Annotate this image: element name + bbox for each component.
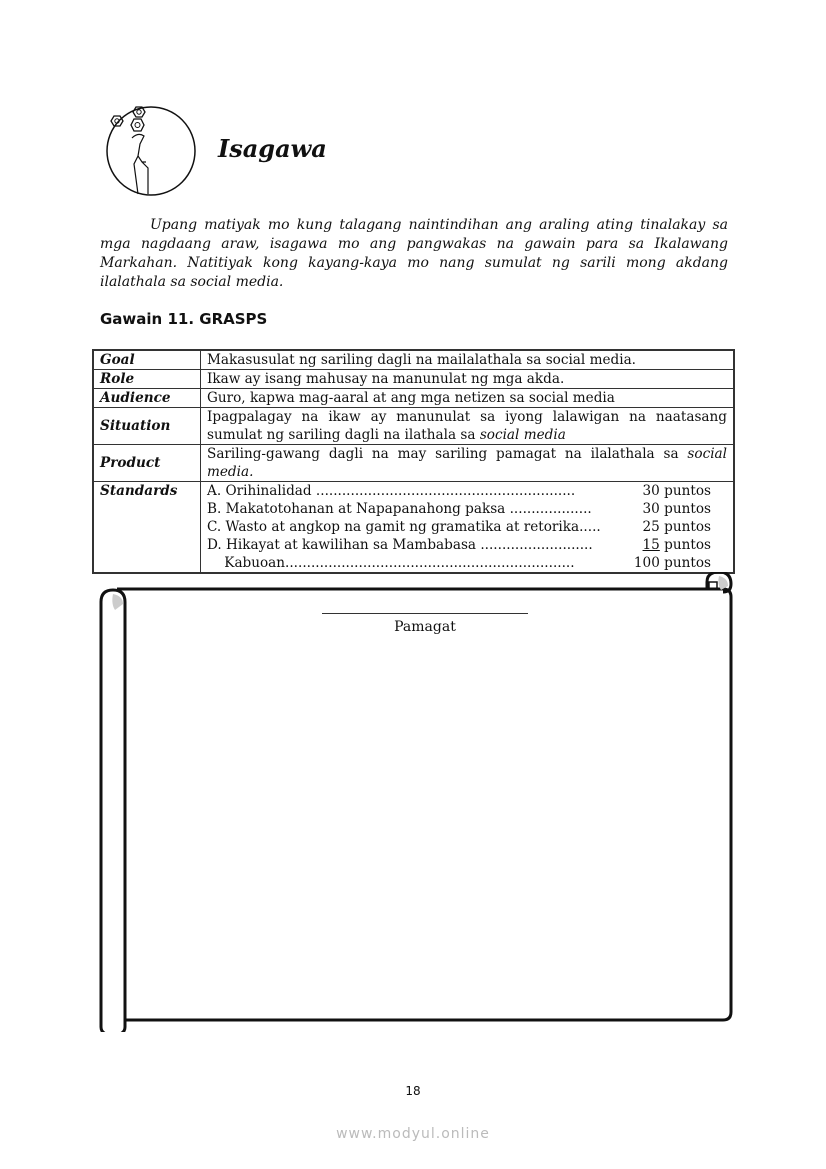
row-value: [201, 408, 735, 445]
row-label: Audience: [93, 389, 201, 408]
standard-name: A. Orihinalidad ............................................................: [207, 483, 576, 499]
standard-points: [643, 482, 711, 500]
points-unit: puntos: [659, 483, 711, 499]
standard-item: [207, 500, 711, 518]
table-row: [93, 482, 734, 574]
standard-total: [207, 554, 711, 572]
standard-item: [207, 518, 711, 536]
situation-text: Ipagpalagay na ikaw ay manunulat sa iyong lalawigan na naatasang sumulat ng sariling dagli na ilathala sa: [207, 409, 727, 443]
points-value: 30: [642, 501, 660, 517]
section-title: Isagawa: [218, 134, 327, 163]
hand-with-gears-icon: [104, 104, 198, 198]
standard-item: [207, 482, 711, 500]
standard-name: Kabuoan...................................................................: [207, 555, 575, 571]
table-row: [93, 350, 734, 370]
standard-points: [634, 554, 711, 572]
points-value: 15: [642, 537, 660, 553]
row-label: Standards: [93, 482, 201, 574]
row-label: Product: [93, 445, 201, 482]
product-italic: social media.: [207, 446, 727, 480]
row-value: Ikaw ay isang mahusay na manunulat ng mga akda.: [201, 370, 735, 389]
row-value: Guro, kapwa mag-aaral at ang mga netizen sa social media: [201, 389, 735, 408]
grasps-table: [92, 349, 735, 574]
row-value: Makasusulat ng sariling dagli na mailalathala sa social media.: [201, 350, 735, 370]
standards-list: [201, 482, 735, 574]
points-unit: puntos: [659, 555, 711, 571]
standard-points: [643, 518, 711, 536]
row-label: Situation: [93, 408, 201, 445]
points-unit: puntos: [659, 537, 711, 553]
row-label: Role: [93, 370, 201, 389]
row-value: [201, 445, 735, 482]
table-row: [93, 445, 734, 482]
page-number: 18: [405, 1084, 421, 1098]
table-row: [93, 389, 734, 408]
row-label: Goal: [93, 350, 201, 370]
points-value: 100: [633, 555, 660, 571]
scroll-frame: [95, 572, 740, 1032]
points-value: 30: [642, 483, 660, 499]
product-text: Sariling-gawang dagli na may sariling pamagat na ilalathala sa: [207, 446, 679, 462]
watermark: www.modyul.online: [336, 1126, 490, 1142]
table-row: [93, 408, 734, 445]
situation-italic: social media: [479, 427, 566, 443]
points-unit: puntos: [659, 501, 711, 517]
points-unit: puntos: [659, 519, 711, 535]
title-blank-line[interactable]: [322, 613, 528, 614]
standard-item: [207, 536, 711, 554]
table-row: [93, 370, 734, 389]
title-label: Pamagat: [394, 619, 456, 635]
standard-name: D. Hikayat at kawilihan sa Mambabasa ..........................: [207, 537, 593, 553]
standard-points: [643, 500, 711, 518]
intro-paragraph: Upang matiyak mo kung talagang naintindihan ang araling ating tinalakay sa mga nagdaang araw, isagawa mo ang pangwakas na gawain para sa Ikalawang Markahan. Natitiyak kong kayang-kaya mo nang sumulat ng sarili mong akdang ilalathala sa social media.: [100, 217, 728, 290]
activity-title: Gawain 11. GRASPS: [100, 310, 268, 328]
standard-name: B. Makatotohanan at Napapanahong paksa ...................: [207, 501, 592, 517]
points-value: 25: [642, 519, 660, 535]
standard-name: C. Wasto at angkop na gamit ng gramatika at retorika.....: [207, 519, 601, 535]
standard-points: [643, 536, 711, 554]
